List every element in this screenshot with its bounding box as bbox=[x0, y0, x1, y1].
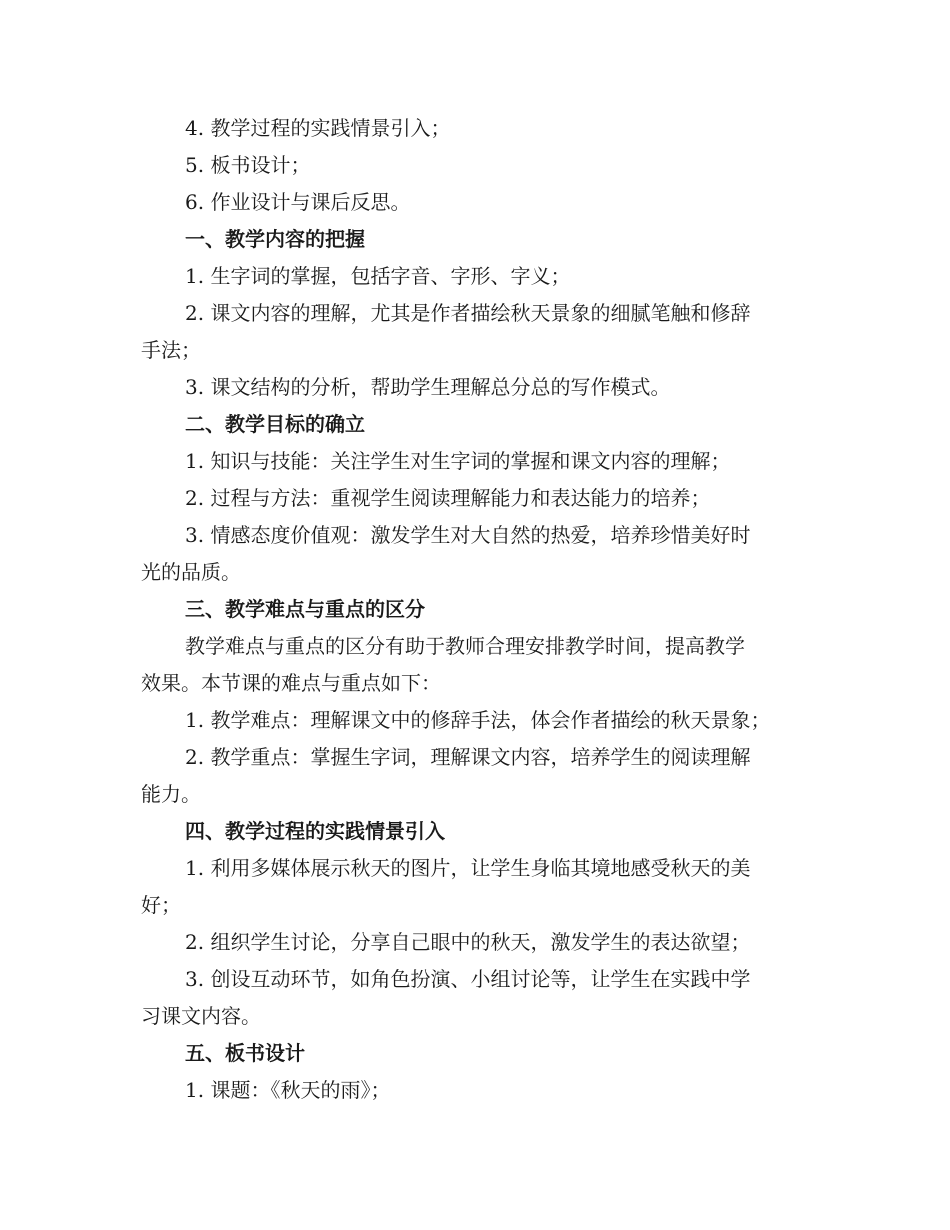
list-item: 3. 创设互动环节，如角色扮演、小组讨论等，让学生在实践中学 bbox=[185, 967, 751, 991]
list-item: 2. 课文内容的理解，尤其是作者描绘秋天景象的细腻笔触和修辞 bbox=[185, 301, 751, 325]
list-item: 1. 课题：《秋天的雨》； bbox=[185, 1078, 391, 1102]
section-heading-content: 一、教学内容的把握 bbox=[185, 227, 365, 251]
intro-item-6: 6. 作业设计与课后反思。 bbox=[185, 190, 411, 214]
list-item: 2. 教学重点：掌握生字词，理解课文内容，培养学生的阅读理解 bbox=[185, 745, 751, 769]
list-item: 1. 知识与技能：关注学生对生字词的掌握和课文内容的理解； bbox=[185, 449, 731, 473]
paragraph-line: 教学难点与重点的区分有助于教师合理安排教学时间，提高教学 bbox=[185, 634, 745, 658]
list-item-continuation: 光的品质。 bbox=[141, 560, 241, 584]
list-item-continuation: 习课文内容。 bbox=[141, 1004, 261, 1028]
paragraph-continuation: 效果。本节课的难点与重点如下： bbox=[141, 671, 441, 695]
list-item-continuation: 好； bbox=[141, 893, 181, 917]
list-item: 2. 过程与方法：重视学生阅读理解能力和表达能力的培养； bbox=[185, 486, 711, 510]
intro-item-5: 5. 板书设计； bbox=[185, 153, 311, 177]
list-item: 1. 教学难点：理解课文中的修辞手法，体会作者描绘的秋天景象； bbox=[185, 708, 771, 732]
section-heading-goals: 二、教学目标的确立 bbox=[185, 412, 365, 436]
intro-item-4: 4. 教学过程的实践情景引入； bbox=[185, 116, 451, 140]
list-item: 3. 情感态度价值观：激发学生对大自然的热爱，培养珍惜美好时 bbox=[185, 523, 751, 547]
list-item: 3. 课文结构的分析，帮助学生理解总分总的写作模式。 bbox=[185, 375, 671, 399]
section-heading-process: 四、教学过程的实践情景引入 bbox=[185, 819, 445, 843]
section-heading-board: 五、板书设计 bbox=[185, 1041, 305, 1065]
list-item-continuation: 手法； bbox=[141, 338, 201, 362]
list-item: 2. 组织学生讨论，分享自己眼中的秋天，激发学生的表达欲望； bbox=[185, 930, 751, 954]
document-body bbox=[141, 110, 809, 1109]
section-heading-difficulties: 三、教学难点与重点的区分 bbox=[185, 597, 425, 621]
list-item: 1. 利用多媒体展示秋天的图片，让学生身临其境地感受秋天的美 bbox=[185, 856, 751, 880]
list-item-continuation: 能力。 bbox=[141, 782, 201, 806]
list-item: 1. 生字词的掌握，包括字音、字形、字义； bbox=[185, 264, 571, 288]
